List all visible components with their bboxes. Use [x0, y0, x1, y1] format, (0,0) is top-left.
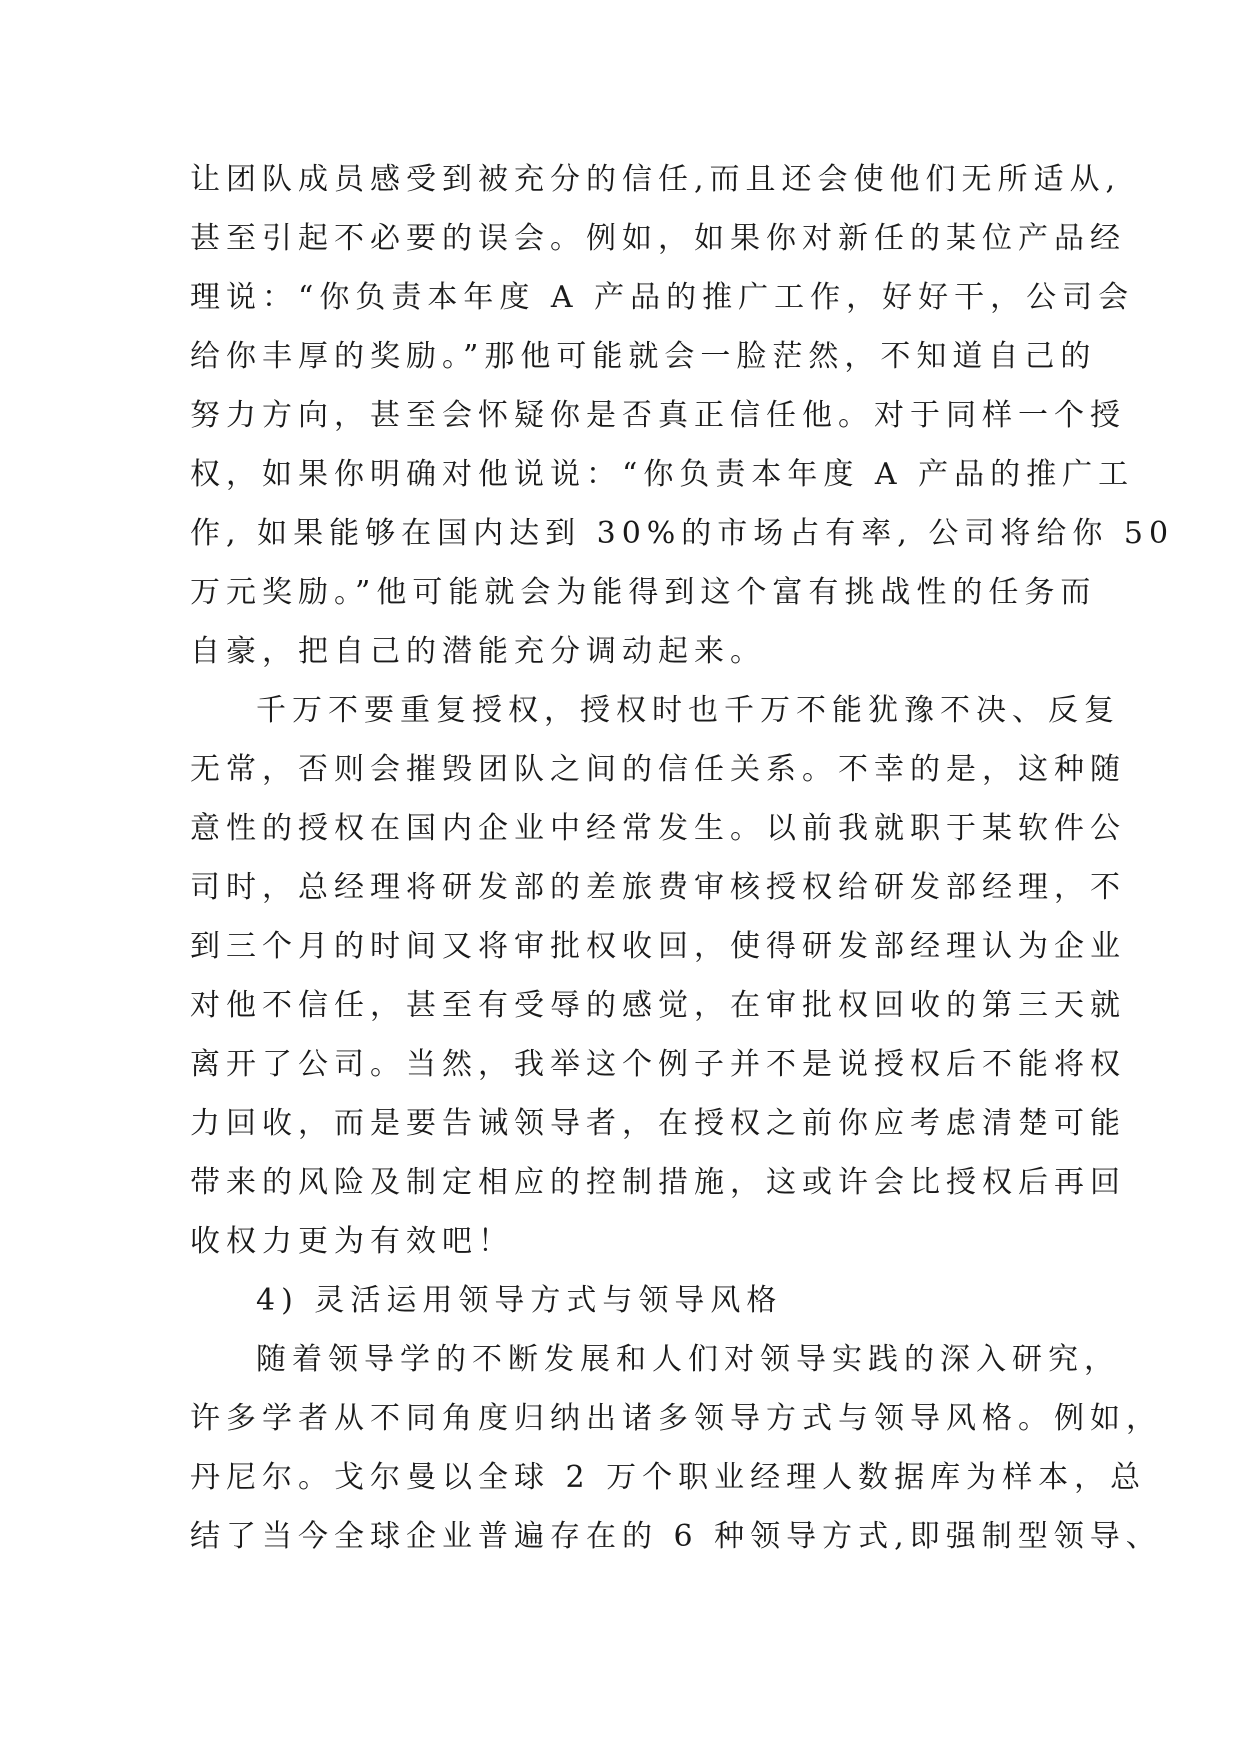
paragraph-first-line: 随着领导学的不断发展和人们对领导实践的深入研究，	[256, 1342, 1120, 1377]
text-line: 给你丰厚的奖励。”那他可能就会一脸茫然，不知道自己的	[190, 339, 1097, 374]
text-line: 力回收，而是要告诫领导者，在授权之前你应考虑清楚可能	[190, 1106, 1126, 1141]
text-line: 司时，总经理将研发部的差旅费审核授权给研发部经理，不	[190, 870, 1126, 905]
text-line: 甚至引起不必要的误会。例如，如果你对新任的某位产品经	[190, 221, 1126, 256]
text-line: 作, 如果能够在国内达到 30%的市场占有率, 公司将给你 50	[190, 516, 1175, 551]
text-line: 权，如果你明确对他说说：“你负责本年度 A 产品的推广工	[190, 457, 1135, 492]
text-line: 意性的授权在国内企业中经常发生。以前我就职于某软件公	[190, 811, 1126, 846]
text-line: 让团队成员感受到被充分的信任,而且还会使他们无所适从,	[190, 162, 1122, 197]
text-line: 理说：“你负责本年度 A 产品的推广工作，好好干，公司会	[190, 280, 1135, 315]
text-line: 万元奖励。”他可能就会为能得到这个富有挑战性的任务而	[190, 575, 1097, 610]
text-line: 收权力更为有效吧！	[190, 1224, 514, 1259]
body-text	[190, 150, 1175, 1566]
text-line: 无常，否则会摧毁团队之间的信任关系。不幸的是，这种随	[190, 752, 1126, 787]
text-line: 对他不信任，甚至有受辱的感觉，在审批权回收的第三天就	[190, 988, 1126, 1023]
section-heading: 4) 灵活运用领导方式与领导风格	[256, 1283, 783, 1318]
paragraph-first-line: 千万不要重复授权，授权时也千万不能犹豫不决、反复	[256, 693, 1120, 728]
text-line: 自豪，把自己的潜能充分调动起来。	[190, 634, 766, 669]
text-line: 带来的风险及制定相应的控制措施，这或许会比授权后再回	[190, 1165, 1126, 1200]
text-line: 丹尼尔。戈尔曼以全球 2 万个职业经理人数据库为样本，总	[190, 1460, 1147, 1495]
text-line: 结了当今全球企业普遍存在的 6 种领导方式,即强制型领导、	[190, 1519, 1162, 1554]
text-line: 离开了公司。当然，我举这个例子并不是说授权后不能将权	[190, 1047, 1126, 1082]
text-line: 许多学者从不同角度归纳出诸多领导方式与领导风格。例如，	[190, 1401, 1162, 1436]
text-line: 努力方向，甚至会怀疑你是否真正信任他。对于同样一个授	[190, 398, 1126, 433]
text-line: 到三个月的时间又将审批权收回，使得研发部经理认为企业	[190, 929, 1126, 964]
